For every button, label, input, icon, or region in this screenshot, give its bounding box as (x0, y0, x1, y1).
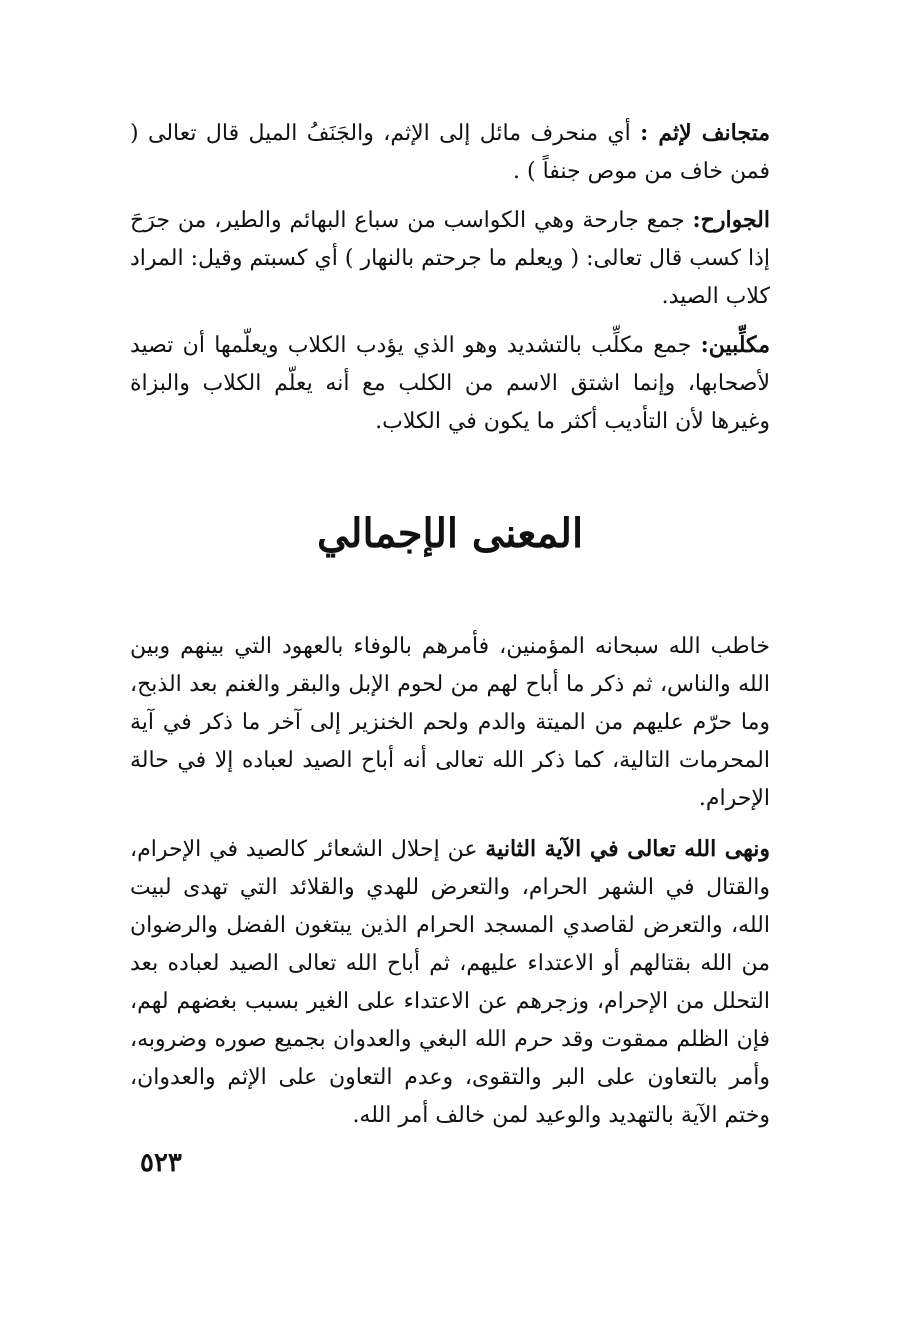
summary-section (130, 628, 770, 1147)
glossary-entry (130, 114, 770, 191)
page-number: ٥٢٣ (140, 1148, 182, 1178)
glossary-entry (130, 201, 770, 316)
summary-paragraph (130, 830, 770, 1135)
paragraph-text: خاطب الله سبحانه المؤمنين، فأمرهم بالوفاء بالعهود التي بينهم وبين الله والناس، ثم ذكر ما أباح لهم من لحوم الإبل والبقر والغنم بعد الذبح، وما حرّم عليهم من الميتة والدم ولحم الخنزير إلى آخر ما ذكر في آية المحرمات التالية، كما ذكر الله تعالى أنه أباح الصيد لعباده إلا في حالة الإحرام. (130, 634, 770, 811)
glossary-definition: جمع جارحة وهي الكواسب من سباع البهائم والطير، من جرَحَ إذا كسب قال تعالى: ( ويعلم ما جرحتم بالنهار ) أي كسبتم وقيل: المراد كلاب الصيد. (130, 208, 770, 309)
glossary-term: متجانف لإثم : (640, 120, 770, 146)
section-heading: المعنى الإجمالي (316, 510, 584, 557)
glossary (130, 114, 770, 451)
glossary-definition: أي منحرف مائل إلى الإثم، والجَنَفُ الميل قال تعالى ( فمن خاف من موص جنفاً ) . (130, 121, 770, 184)
paragraph-text: عن إحلال الشعائر كالصيد في الإحرام، والقتال في الشهر الحرام، والتعرض للهدي والقلائد التي تهدى لبيت الله، والتعرض لقاصدي المسجد الحرام الذين يبتغون الفضل والرضوان من الله بقتالهم أو الاعتداء عليهم، ثم أباح الله تعالى الصيد لعباده بعد التحلل من الإحرام، وزجرهم عن الاعتداء على الغير بسبب بغضهم لهم، فإن الظلم ممقوت وقد حرم الله البغي والعدوان بجميع صوره وضروبه، وأمر بالتعاون على البر والتقوى، وعدم التعاون على الإثم والعدوان، وختم الآية بالتهديد والوعيد لمن خالف أمر الله. (130, 837, 770, 1128)
glossary-definition: جمع مكلِّب بالتشديد وهو الذي يؤدب الكلاب ويعلّمها أن تصيد لأصحابها، وإنما اشتق الاسم من الكلب مع أنه يعلّم الكلاب والبزاة وغيرها لأن التأديب أكثر ما يكون في الكلاب. (130, 333, 770, 434)
paragraph-lead: ونهى الله تعالى في الآية الثانية (485, 836, 770, 862)
glossary-entry (130, 326, 770, 441)
glossary-term: مكلِّبين: (700, 332, 770, 358)
glossary-term: الجوارح: (692, 207, 770, 233)
summary-paragraph (130, 628, 770, 818)
